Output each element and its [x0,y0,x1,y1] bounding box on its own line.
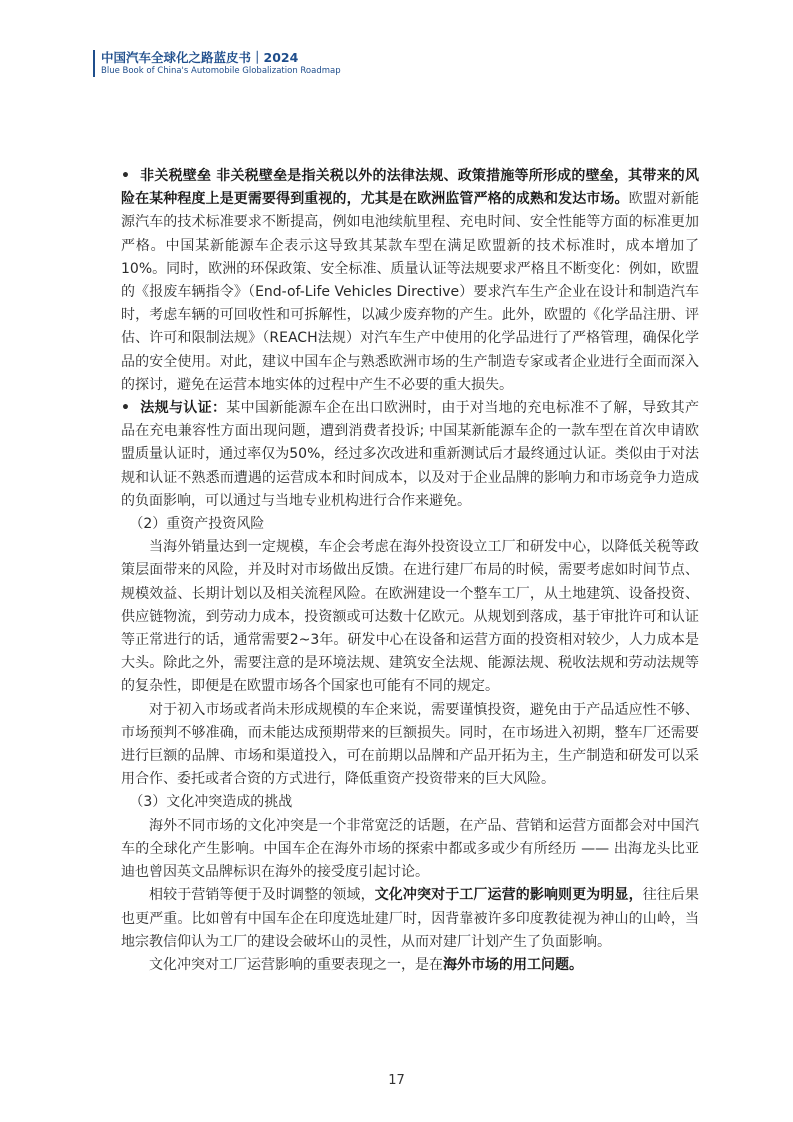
bullet-2-text: 某中国新能源车企在出口欧洲时，由于对当地的充电标准不了解，导致其产品在充电兼容性方面出现问题，遭到消费者投诉; 中国某新能源车企的一款车型在首次申请欧盟质量认证时，通过率仅为50%，经过多次改进和重新测试后才最终通过认证。类似由于对法规和认证不熟悉而遭遇的运营成本和时间成本，以及对于企业品牌的影响力和市场竞争力造成的负面影响，可以通过与当地专业机构进行合作来避免。 [121,400,699,509]
header-title: 中国汽车全球化之路蓝皮书｜2024 [101,50,299,65]
section-heading-heavy-asset: （2）重资产投资风险 [129,516,265,533]
paragraph-4 [121,884,699,954]
bullet-1-bold: 非关税壁垒 非关税壁垒是指关税以外的法律法规、政策措施等所形成的壁垒，其带来的风险在某种程度上是更需要得到重视的，尤其是在欧洲监管严格的成熟和发达市场。 [121,168,699,208]
paragraph-5 [121,954,699,977]
section-heading-cultural-conflict: （3）文化冲突造成的挑战 [129,794,293,811]
paragraph-5-a: 文化冲突对工厂运营影响的重要表现之一，是在 [149,956,443,973]
paragraph-4-bold: 文化冲突对于工厂运营的影响则更为明显， [374,887,643,904]
paragraph-3: 海外不同市场的文化冲突是一个非常宽泛的话题，在产品、营销和运营方面都会对中国汽车的全球化产生影响。中国车企在海外市场的探索中都或多或少有所经历 —— 出海龙头比亚迪也曾因英文品牌标识在海外的接受度引起讨论。 [121,817,699,881]
bullet-1-text: 欧盟对新能源汽车的技术标准要求不断提高，例如电池续航里程、充电时间、安全性能等方面的标准更加严格。中国某新能源车企表示这导致其某款车型在满足欧盟新的技术标准时，成本增加了10%。同时，欧洲的环保政策、安全标准、质量认证等法规要求严格且不断变化：例如，欧盟的《报废车辆指令》（End-of-Life Vehicles Directive）要求汽车生产企业在设计和制造汽车时，考虑车辆的可回收性和可拆解性，以减少废弃物的产生。此外，欧盟的《化学品注册、评估、许可和限制法规》（REACH法规）对汽车生产中使用的化学品进行了严格管理，确保化学品的安全使用。对此，建议中国车企与熟悉欧洲市场的生产制造专家或者企业进行全面而深入的探讨，避免在运营本地实体的过程中产生不必要的重大损失。 [121,191,700,393]
paragraph-4-b: 往往后果也更严重。比如曾有中国车企在印度选址建厂时，因背靠被许多印度教徒视为神山的山岭，当地宗教信仰认为工厂的建设会破坏山的灵性，从而对建厂计划产生了负面影响。 [121,887,700,950]
main-content [121,165,699,977]
paragraph-1: 当海外销量达到一定规模，车企会考虑在海外投资设立工厂和研发中心，以降低关税等政策层面带来的风险，并及时对市场做出反馈。在进行建厂布局的时候，需要考虑如时间节点、规模效益、长期计划以及相关流程风险。在欧洲建设一个整车工厂，从土地建筑、设备投资、供应链物流，到劳动力成本，投资额或可达数十亿欧元。从规划到落成，基于审批许可和认证等正常进行的话，通常需要2~3年。研发中心在设备和运营方面的投资相对较少，人力成本是大头。除此之外，需要注意的是环境法规、建筑安全法规、能源法规、税收法规和劳动法规等的复杂性，即便是在欧盟市场各个国家也可能有不同的规定。 [121,539,699,695]
bullet-regulation-certification [121,397,699,513]
paragraph-5-bold: 海外市场的用工问题。 [443,956,583,973]
paragraph-4-a: 相较于营销等便于及时调整的领域， [149,887,375,904]
bullet-dot: • [121,400,130,417]
page-number: 17 [388,1073,405,1088]
bullet-2-bold: 法规与认证： [139,400,227,417]
bullet-dot: • [121,168,130,184]
page-header [93,50,341,77]
bullet-non-tariff-barrier [121,165,699,397]
paragraph-2: 对于初入市场或者尚未形成规模的车企来说，需要谨慎投资，避免由于产品适应性不够、市场预判不够准确，而未能达成预期带来的巨额损失。同时，在市场进入初期，整车厂还需要进行巨额的品牌、市场和渠道投入，可在前期以品牌和产品开拓为主，生产制造和研发可以采用合作、委托或者合资的方式进行，降低重资产投资带来的巨大风险。 [121,701,699,788]
header-subtitle: Blue Book of China's Automobile Globalization Roadmap [101,66,341,76]
